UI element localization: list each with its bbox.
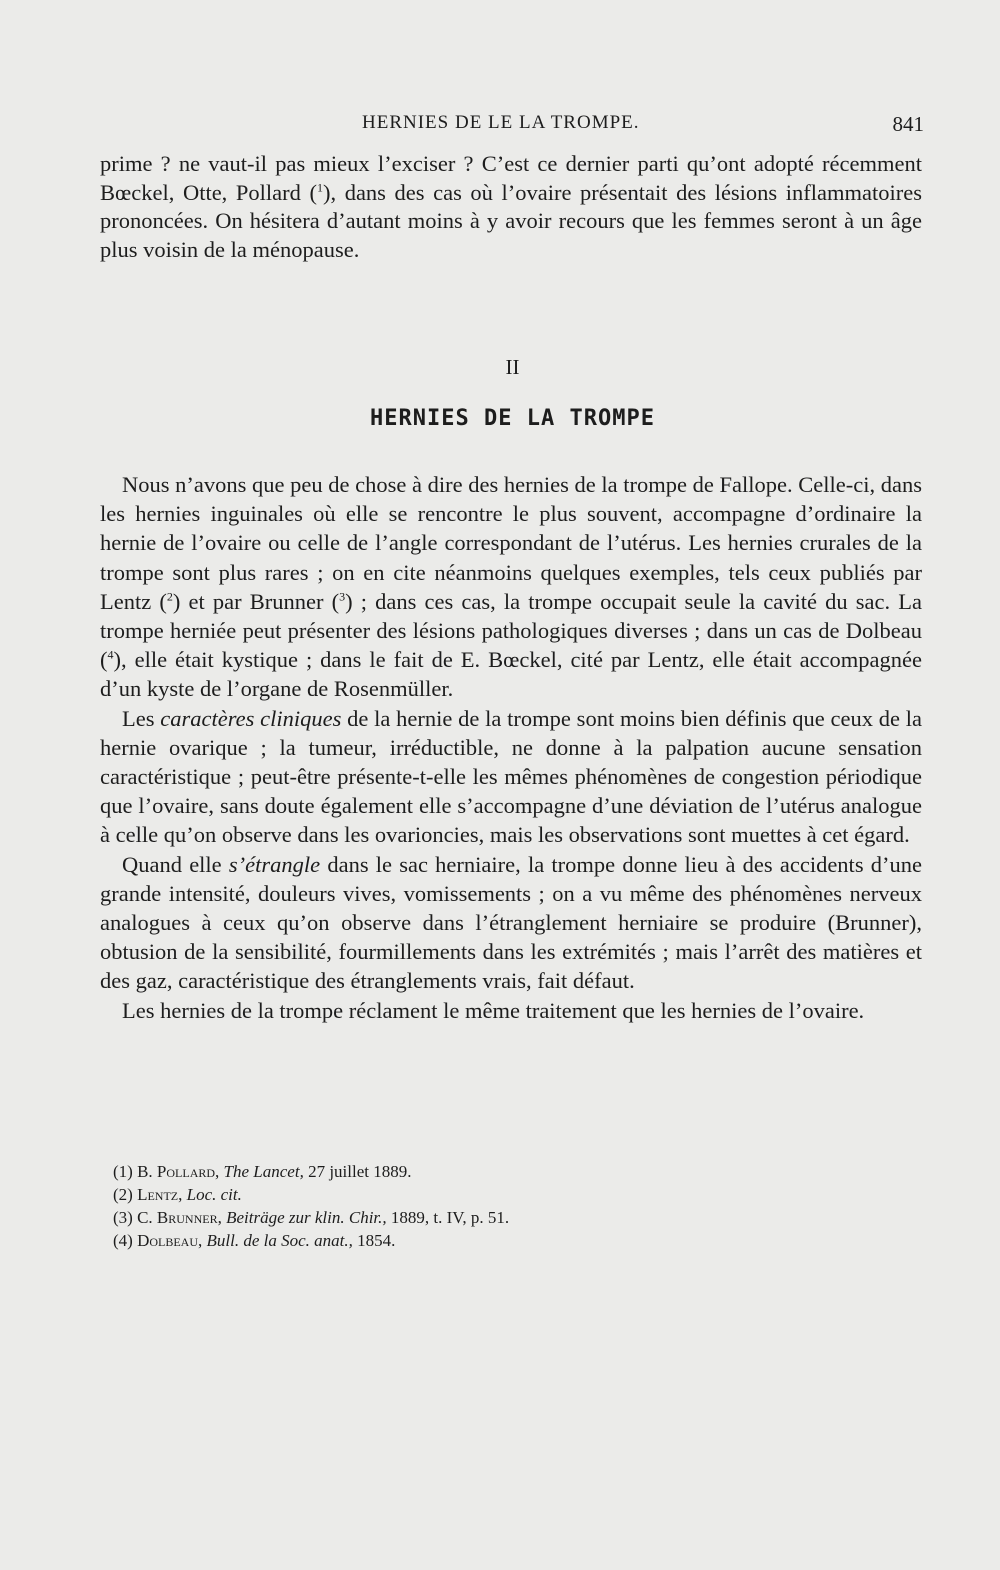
footnote-work: Beiträge zur klin. Chir., bbox=[226, 1208, 387, 1227]
p2-text-1: Les bbox=[122, 705, 161, 731]
p1-text-4: ), elle était kystique ; dans le fait de E. Bœckel, cité par Lentz, elle était accompagnée d’un kyste de l’organe de Rosenmüller. bbox=[100, 647, 922, 702]
paragraph-2 bbox=[100, 704, 922, 850]
running-head-title: HERNIES DE LE LA TROMPE. bbox=[362, 112, 640, 133]
section-number: II bbox=[505, 355, 520, 379]
p3-emphasis: s’étrangle bbox=[228, 851, 321, 877]
footnotes bbox=[113, 1160, 813, 1252]
page-number: 841 bbox=[892, 112, 924, 136]
running-head bbox=[100, 112, 930, 142]
p1-text-1: Nous n’avons que peu de chose à dire des hernies de la trompe de Fallope. Celle-ci, dans les hernies inguinales où elle se rencontre le plus souvent, accompagne d’ordinaire la hernie de l’ovaire ou celle de l’angle correspondant de l’utérus. Les hernies crurales de la trompe sont plus rares ; on en cite néanmoins quelques exemples, tels ceux publiés par Lentz ( bbox=[100, 472, 922, 614]
opening-paragraph bbox=[100, 150, 922, 265]
opening-text-1: prime ? ne vaut-il pas mieux l’exciser ? C’est ce dernier parti qu’ont adopté récemment Bœckel, Otte, Pollard ( bbox=[100, 151, 922, 205]
footnote-author: C. Brunner, bbox=[137, 1208, 222, 1227]
footnote-work: The Lancet, bbox=[223, 1162, 304, 1181]
footnote bbox=[113, 1229, 813, 1252]
footnote-ref-1: 1 bbox=[316, 180, 323, 195]
footnote-author: Dolbeau, bbox=[137, 1231, 203, 1250]
footnote-author: B. Pollard, bbox=[137, 1162, 220, 1181]
footnote-number: (2) bbox=[113, 1185, 133, 1204]
p1-text-2: ) et par Brunner ( bbox=[172, 588, 340, 614]
footnote-detail: 1854. bbox=[352, 1231, 396, 1250]
footnote-number: (1) bbox=[113, 1162, 133, 1181]
footnote bbox=[113, 1160, 813, 1183]
p3-text-1: Quand elle bbox=[122, 851, 229, 877]
footnote-ref-3: 3 bbox=[339, 589, 346, 604]
footnote-detail: 27 juillet 1889. bbox=[303, 1162, 412, 1181]
opening-text-2: ), dans des cas où l’ovaire présentait des lésions inflammatoires prononcées. On hésitera d’autant moins à y avoir recours que les femmes seront à un âge plus voisin de la ménopause. bbox=[100, 179, 922, 263]
section-body bbox=[100, 470, 922, 1025]
footnote bbox=[113, 1206, 813, 1229]
footnote-number: (3) bbox=[113, 1208, 133, 1227]
footnote-work: Loc. cit. bbox=[186, 1185, 242, 1204]
footnote-detail: 1889, t. IV, p. 51. bbox=[386, 1208, 510, 1227]
paragraph-3 bbox=[100, 850, 922, 996]
section-title: HERNIES DE LA TROMPE bbox=[370, 406, 655, 431]
p2-emphasis: caractères cliniques bbox=[160, 705, 342, 731]
paragraph-1 bbox=[100, 470, 922, 704]
footnote-ref-2: 2 bbox=[166, 589, 173, 604]
footnote-author: Lentz, bbox=[137, 1185, 183, 1204]
paragraph-4: Les hernies de la trompe réclament le même traitement que les hernies de l’ovaire. bbox=[122, 997, 865, 1023]
p1-text-3: ) ; dans ces cas, la trompe occupait seule la cavité du sac. La trompe herniée peut présenter des lésions pathologiques diverses ; dans un cas de Dolbeau ( bbox=[100, 588, 922, 673]
footnote-number: (4) bbox=[113, 1231, 133, 1250]
p2-text-2: de la hernie de la trompe sont moins bien définis que ceux de la hernie ovarique ; la tumeur, irréductible, ne donne à la palpation aucune sensation caractéristique ; peut-être présente-t-elle les mêmes phénomènes de congestion périodique que l’ovaire, sans doute également elle s’accompagne d’une déviation de l’utérus analogue à celle qu’on observe dans les ovarioncies, mais les observations sont muettes à cet égard. bbox=[100, 705, 922, 848]
footnote-work: Bull. de la Soc. anat., bbox=[206, 1231, 353, 1250]
footnote-ref-4: 4 bbox=[107, 647, 114, 662]
footnote bbox=[113, 1183, 813, 1206]
p3-text-2: dans le sac herniaire, la trompe donne lieu à des accidents d’une grande intensité, douleurs vives, vomissements ; on a vu même des phénomènes nerveux analogues à ceux qu’on observe dans l’étranglement herniaire se produire (Brunner), obtusion de la sensibilité, fourmillements dans les extrémités ; mais l’arrêt des matières et des gaz, caractéristique des étranglements vrais, fait défaut. bbox=[100, 851, 923, 994]
